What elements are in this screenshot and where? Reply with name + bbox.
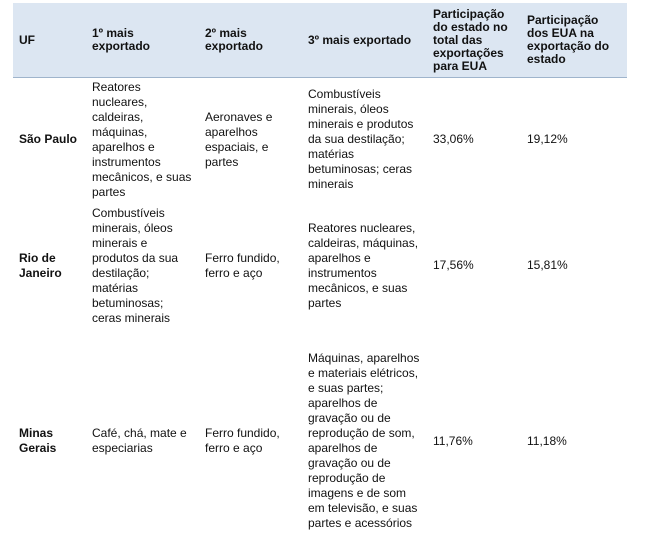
cell-uf: Rio de Janeiro bbox=[19, 250, 62, 280]
cell-third-export: Máquinas, aparelhos e materiais elétricos, e suas partes; aparelhos de gravação ou de reprodução de som, aparelhos de gravação ou de reprodução de imagens e de som em televisão, e suas partes e acessórios bbox=[308, 351, 420, 530]
header-second-export: 2º mais exportado bbox=[199, 3, 302, 78]
exports-table-container bbox=[13, 3, 627, 552]
table-row bbox=[13, 201, 627, 330]
cell-usa-share: 19,12% bbox=[527, 132, 568, 146]
table-row bbox=[13, 330, 627, 552]
cell-first-export: Combustíveis minerais, óleos minerais e produtos da sua destilação; matérias betuminosas; ceras minerais bbox=[92, 205, 179, 325]
table-header-row bbox=[13, 3, 627, 78]
header-third-export: 3º mais exportado bbox=[302, 3, 427, 78]
cell-first-export: Café, chá, mate e especiarias bbox=[92, 426, 187, 455]
header-usa-share: Participação dos EUA na exportação do estado bbox=[521, 3, 627, 78]
cell-uf: São Paulo bbox=[19, 132, 78, 146]
table-row bbox=[13, 78, 627, 202]
header-state-share: Participação do estado no total das exportações para EUA bbox=[427, 3, 521, 78]
header-uf: UF bbox=[13, 3, 86, 78]
cell-second-export: Ferro fundido, ferro e aço bbox=[205, 250, 280, 280]
cell-first-export: Reatores nucleares, caldeiras, máquinas, aparelhos e instrumentos mecânicos, e suas partes bbox=[92, 79, 192, 199]
cell-usa-share: 15,81% bbox=[527, 258, 568, 272]
cell-state-share: 33,06% bbox=[433, 132, 474, 146]
cell-state-share: 17,56% bbox=[433, 258, 474, 272]
cell-second-export: Aeronaves e aparelhos espaciais, e partes bbox=[205, 109, 273, 169]
cell-usa-share: 11,18% bbox=[527, 433, 567, 448]
exports-table bbox=[13, 3, 627, 552]
cell-third-export: Combustíveis minerais, óleos minerais e produtos da sua destilação; matérias betuminosas; ceras minerais bbox=[308, 87, 414, 191]
cell-second-export: Ferro fundido, ferro e aço bbox=[205, 426, 280, 455]
cell-uf: Minas Gerais bbox=[19, 426, 57, 455]
header-first-export: 1º mais exportado bbox=[86, 3, 199, 78]
cell-third-export: Reatores nucleares, caldeiras, máquinas, aparelhos e instrumentos mecânicos, e suas partes bbox=[308, 220, 419, 310]
cell-state-share: 11,76% bbox=[433, 433, 473, 448]
